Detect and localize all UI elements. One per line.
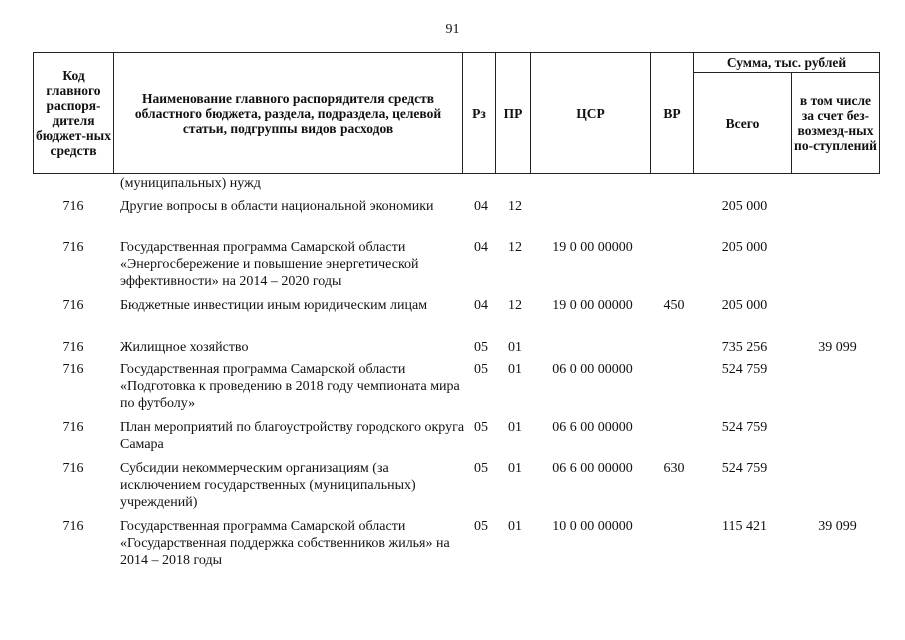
name-cell: Бюджетные инвестиции иным юридическим лицам — [120, 298, 428, 313]
total-cell: 205 000 — [721, 240, 768, 255]
header-name: Наименование главного распорядителя средств областного бюджета, раздела, подраздела, целевой статьи, подгруппы видов расходов — [114, 53, 463, 174]
rz-cell: 05 — [474, 420, 488, 435]
code-cell: 716 — [62, 298, 84, 313]
header-code: Код главного распоря-дителя бюджет-ных средств — [34, 53, 114, 174]
free-cell: 39 099 — [818, 519, 857, 534]
header-vr: ВР — [651, 53, 694, 174]
csr-cell: 19 0 00 00000 — [552, 240, 633, 255]
code-cell: 716 — [62, 420, 84, 435]
rz-cell: 05 — [474, 340, 488, 355]
free-cell: 39 099 — [818, 340, 857, 355]
name-cell: Государственная программа Самарской области «Подготовка к проведению в 2018 году чемпионата мира по футболу» — [120, 362, 460, 411]
total-cell: 524 759 — [721, 461, 768, 476]
total-cell: 115 421 — [722, 519, 767, 534]
code-cell: 716 — [62, 199, 84, 214]
pr-cell: 01 — [508, 519, 522, 534]
rz-cell: 04 — [474, 199, 488, 214]
total-cell: 524 759 — [721, 420, 768, 435]
pr-cell: 12 — [508, 298, 522, 313]
continuation-text: (муниципальных) нужд — [120, 176, 261, 191]
total-cell: 205 000 — [721, 199, 768, 214]
csr-cell: 19 0 00 00000 — [552, 298, 633, 313]
pr-cell: 12 — [508, 240, 522, 255]
code-cell: 716 — [62, 240, 84, 255]
total-cell: 205 000 — [721, 298, 768, 313]
name-cell: План мероприятий по благоустройству городского округа Самара — [120, 420, 465, 452]
csr-cell: 10 0 00 00000 — [552, 519, 633, 534]
name-cell: Другие вопросы в области национальной экономики — [120, 199, 434, 214]
header-csr: ЦСР — [531, 53, 651, 174]
code-cell: 716 — [62, 519, 84, 534]
pr-cell: 01 — [508, 461, 522, 476]
pr-cell: 01 — [508, 340, 522, 355]
total-cell: 524 759 — [721, 362, 768, 377]
rz-cell: 04 — [474, 240, 488, 255]
rz-cell: 05 — [474, 519, 488, 534]
vr-cell: 630 — [663, 461, 685, 476]
header-total: Всего — [694, 73, 792, 174]
pr-cell: 01 — [508, 420, 522, 435]
name-cell: Жилищное хозяйство — [120, 340, 249, 355]
page-number: 91 — [445, 22, 460, 37]
name-cell: Государственная программа Самарской области «Государственная поддержка собственников жилья» на 2014 – 2018 годы — [120, 519, 450, 568]
csr-cell: 06 0 00 00000 — [552, 362, 633, 377]
code-cell: 716 — [62, 340, 84, 355]
header-sum: Сумма, тыс. рублей — [694, 53, 880, 73]
header-rz: Рз — [463, 53, 496, 174]
pr-cell: 12 — [508, 199, 522, 214]
code-cell: 716 — [62, 461, 84, 476]
code-cell: 716 — [62, 362, 84, 377]
rz-cell: 04 — [474, 298, 488, 313]
csr-cell: 06 6 00 00000 — [552, 461, 633, 476]
vr-cell: 450 — [663, 298, 685, 313]
name-cell: Государственная программа Самарской области «Энергосбережение и повышение энергетической эффективности» на 2014 – 2020 годы — [120, 240, 419, 289]
csr-cell: 06 6 00 00000 — [552, 420, 633, 435]
pr-cell: 01 — [508, 362, 522, 377]
total-cell: 735 256 — [721, 340, 768, 355]
name-cell: Субсидии некоммерческим организациям (за исключением государственных (муниципальных) учреждений) — [120, 461, 416, 510]
rz-cell: 05 — [474, 362, 488, 377]
header-free: в том числе за счет без-возмезд-ных по-ступлений — [792, 73, 880, 174]
rz-cell: 05 — [474, 461, 488, 476]
header-pr: ПР — [496, 53, 531, 174]
